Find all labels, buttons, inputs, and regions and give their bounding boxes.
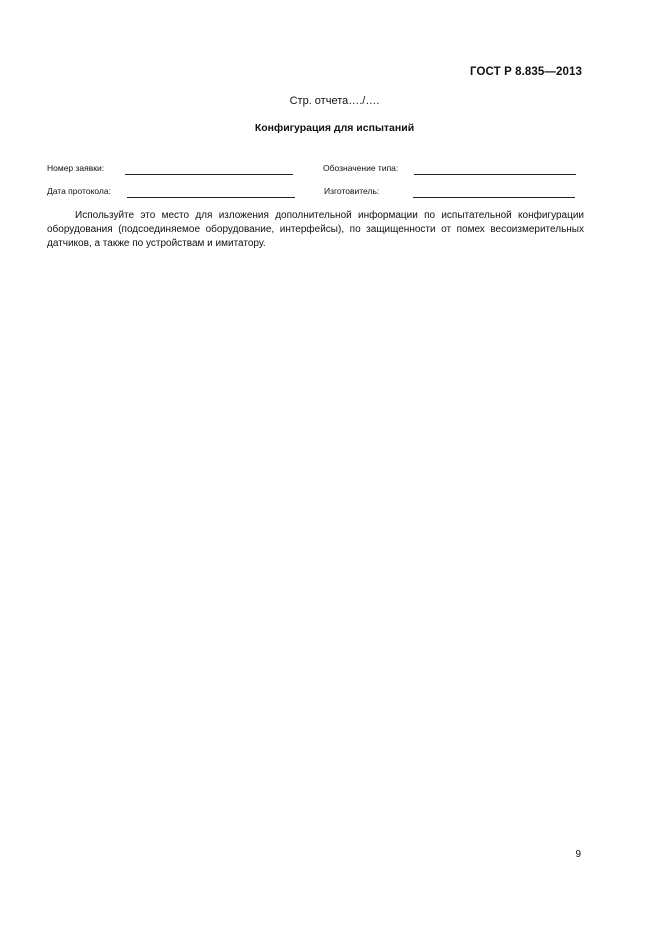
manufacturer-field[interactable] xyxy=(413,197,575,198)
type-designation-label: Обозначение типа: xyxy=(323,163,399,173)
protocol-date-field[interactable] xyxy=(127,197,295,198)
instruction-paragraph: Используйте это место для изложения дополнительной информации по испытательной конфигурации оборудования (подсоединяемое оборудование, интерфейсы), по защищенности от помех весоизмерительных датчиков, а также по устройствам и имитатору. xyxy=(47,210,584,249)
manufacturer-label: Изготовитель: xyxy=(324,186,380,196)
request-number-label: Номер заявки: xyxy=(47,163,105,173)
type-designation-field[interactable] xyxy=(414,174,576,175)
report-page-reference: Стр. отчета…./…. xyxy=(289,95,380,107)
document-code: ГОСТ Р 8.835—2013 xyxy=(470,66,582,78)
section-title: Конфигурация для испытаний xyxy=(254,122,415,134)
protocol-date-label: Дата протокола: xyxy=(47,186,111,196)
page-number: 9 xyxy=(575,849,581,860)
request-number-field[interactable] xyxy=(125,174,293,175)
